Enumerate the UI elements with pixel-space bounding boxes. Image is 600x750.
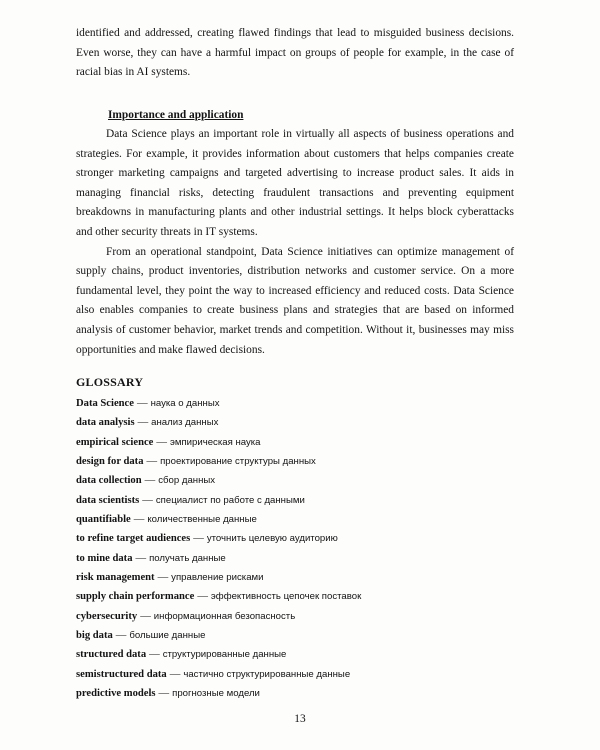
- glossary-term: design for data: [76, 456, 144, 468]
- glossary-dash: —: [140, 610, 151, 622]
- glossary-dash: —: [156, 436, 167, 448]
- glossary-translation: наука о данных: [150, 398, 220, 409]
- glossary-dash: —: [135, 552, 147, 564]
- glossary-translation: большие данные: [129, 630, 206, 642]
- glossary-term: data collection: [76, 475, 142, 487]
- glossary-translation: информационная безопасность: [153, 610, 296, 622]
- glossary-entry: [76, 491, 516, 510]
- glossary-dash: —: [149, 649, 160, 661]
- glossary-term: structured data: [76, 649, 147, 661]
- glossary-term: Data Science: [76, 398, 134, 409]
- glossary-term: cybersecurity: [76, 610, 138, 622]
- glossary-term: empirical science: [76, 436, 154, 448]
- glossary-translation: прогнозные модели: [172, 688, 260, 700]
- body-paragraph: From an operational standpoint, Data Science initiatives can optimize management of supply chains, product inventories, distribution networks and customer service. On a more fundamental level, they point the way to increased efficiency and reduced costs. Data Science also enables companies to create business plans and strategies that are based on informed analysis of customer behavior, market trends and competition. Without it, businesses may miss opportunities and make flawed decisions.: [76, 245, 514, 356]
- glossary-entry: [76, 413, 516, 432]
- glossary-entry: [76, 549, 516, 568]
- glossary-term: data analysis: [76, 417, 135, 429]
- glossary-translation: эмпирическая наука: [169, 436, 261, 448]
- glossary-entry: [76, 452, 516, 471]
- page-number: 13: [294, 713, 306, 725]
- glossary-dash: —: [169, 668, 181, 680]
- body-paragraphs: [76, 125, 514, 360]
- glossary-term: supply chain performance: [76, 591, 195, 603]
- glossary-translation: управление рисками: [171, 572, 264, 584]
- section-heading: Importance and application: [108, 109, 244, 121]
- glossary-entry: [76, 529, 516, 548]
- glossary-dash: —: [133, 514, 145, 526]
- intro-paragraph: identified and addressed, creating flawed findings that lead to misguided business decisions. Even worse, they can have a harmful impact on groups of people for example, in the case of racial bias in AI systems.: [76, 27, 514, 79]
- glossary-dash: —: [137, 417, 149, 429]
- glossary-dash: —: [193, 533, 204, 545]
- glossary-translation: специалист по работе с данными: [155, 494, 305, 506]
- glossary-dash: —: [158, 688, 170, 700]
- glossary-dash: —: [144, 475, 156, 487]
- body-paragraph: Data Science plays an important role in virtually all aspects of business operations and strategies. For example, it provides information about customers that helps companies create stronger marketing campaigns and targeted advertising to increase product sales. It aids in managing financial risks, detecting fraudulent transactions and preventing equipment breakdowns in manufacturing plants and other industrial settings. It helps block cyberattacks and other security threats in IT systems.: [76, 128, 514, 238]
- glossary-translation: количественные данные: [147, 514, 257, 526]
- glossary-dash: —: [136, 398, 148, 409]
- glossary-dash: —: [146, 456, 158, 468]
- glossary-term: risk management: [76, 572, 155, 584]
- glossary-entry: [76, 587, 516, 606]
- glossary-dash: —: [142, 494, 153, 506]
- glossary-translation: структурированные данные: [162, 649, 287, 661]
- intro-text-block: [76, 24, 514, 83]
- glossary-translation: анализ данных: [151, 417, 219, 429]
- glossary-term: data scientists: [76, 494, 140, 506]
- glossary-list: [76, 394, 516, 704]
- glossary-term: to refine target audiences: [76, 533, 191, 545]
- glossary-translation: эффективность цепочек поставок: [210, 591, 362, 603]
- glossary-entry: [76, 510, 516, 529]
- glossary-term: predictive models: [76, 688, 156, 700]
- glossary-term: semistructured data: [76, 668, 167, 680]
- glossary-entry: [76, 471, 516, 490]
- glossary-entry: [76, 626, 516, 645]
- glossary-entry: [76, 665, 516, 684]
- glossary-term: quantifiable: [76, 514, 131, 526]
- glossary-translation: получать данные: [149, 552, 226, 564]
- glossary-dash: —: [157, 572, 169, 584]
- glossary-entry: [76, 568, 516, 587]
- glossary-entry: [76, 645, 516, 664]
- glossary-term: to mine data: [76, 552, 133, 564]
- glossary-entry: [76, 607, 516, 626]
- glossary-translation: сбор данных: [158, 475, 216, 487]
- glossary-translation: уточнить целевую аудиторию: [206, 533, 338, 545]
- glossary-translation: частично структурированные данные: [183, 668, 351, 680]
- glossary-entry: [76, 684, 516, 703]
- glossary-entry: [76, 394, 516, 413]
- glossary-translation: проектирование структуры данных: [160, 456, 316, 468]
- glossary-entry: [76, 433, 516, 452]
- glossary-heading: GLOSSARY: [76, 375, 144, 389]
- glossary-dash: —: [115, 630, 127, 642]
- glossary-term: big data: [76, 630, 113, 642]
- glossary-dash: —: [197, 591, 208, 603]
